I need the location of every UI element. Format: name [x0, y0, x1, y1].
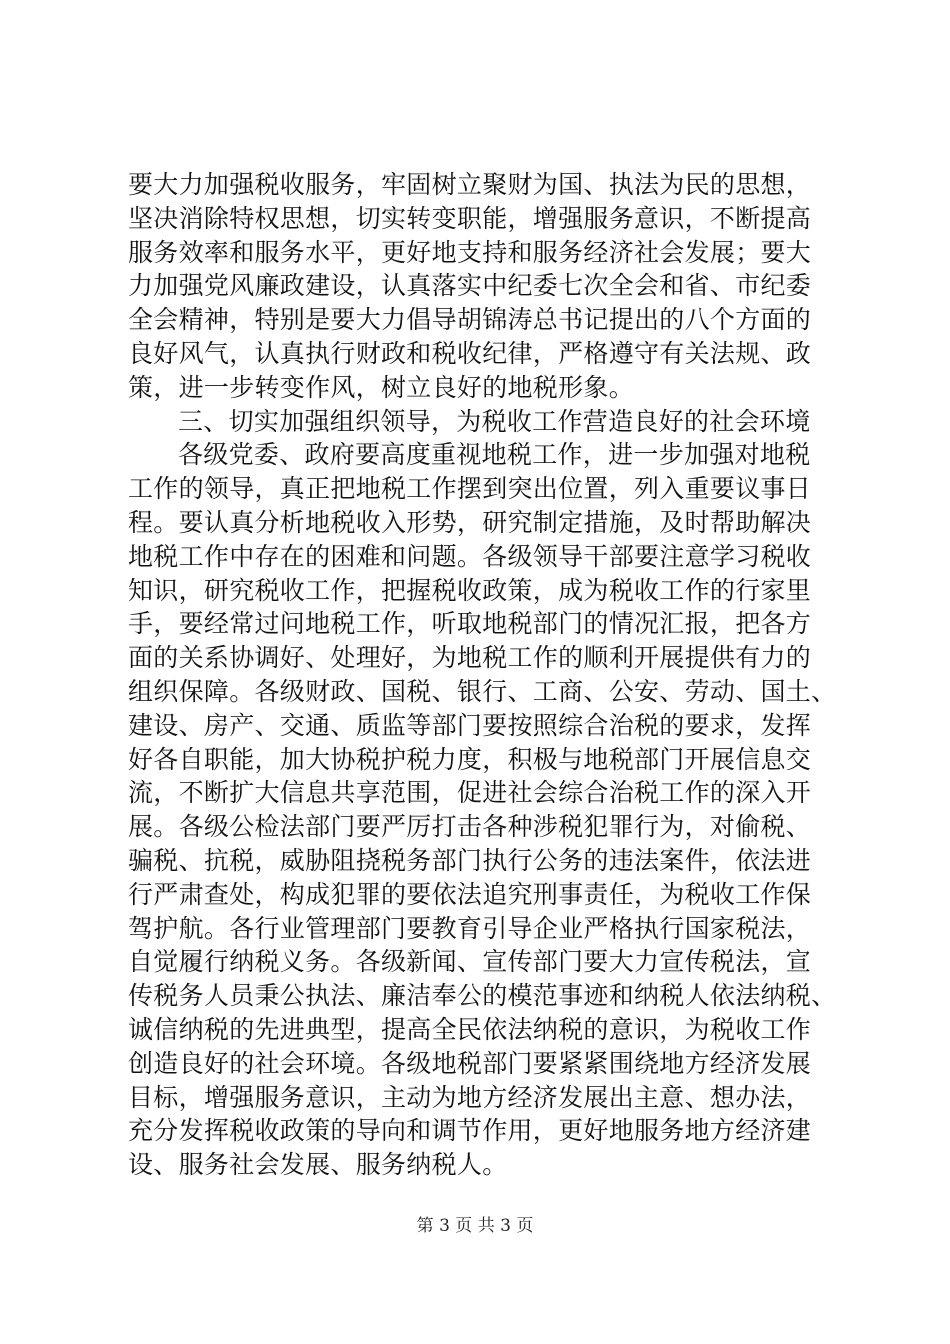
document-body	[128, 168, 837, 1182]
text-line: 面的关系协调好、处理好，为地税工作的顺利开展提供有力的	[128, 643, 812, 673]
text-line: 展。各级公检法部门要严厉打击各种涉税犯罪行为，对偷税、	[128, 812, 812, 842]
text-line: 组织保障。各级财政、国税、银行、工商、公安、劳动、国土、	[128, 676, 837, 706]
text-line: 手，要经常过问地税工作，听取地税部门的情况汇报，把各方	[128, 609, 812, 639]
text-line: 好各自职能，加大协税护税力度，积极与地税部门开展信息交	[128, 744, 812, 774]
text-line: 目标，增强服务意识，主动为地方经济发展出主意、想办法，	[128, 1082, 812, 1112]
text-line: 创造良好的社会环境。各级地税部门要紧紧围绕地方经济发展	[128, 1048, 812, 1078]
text-line: 流，不断扩大信息共享范围，促进社会综合治税工作的深入开	[128, 778, 812, 808]
text-line: 工作的领导，真正把地税工作摆到突出位置，列入重要议事日	[128, 474, 812, 504]
text-line: 骗税、抗税，威胁阻挠税务部门执行公务的违法案件，依法进	[128, 845, 812, 875]
text-line: 地税工作中存在的困难和问题。各级领导干部要注意学习税收	[128, 541, 812, 571]
text-line: 要大力加强税收服务，牢固树立聚财为国、执法为民的思想，	[128, 170, 812, 199]
text-line: 全会精神，特别是要大力倡导胡锦涛总书记提出的八个方面的	[128, 305, 812, 335]
text-line: 服务效率和服务水平，更好地支持和服务经济社会发展；要大	[128, 237, 812, 267]
text-line: 各级党委、政府要高度重视地税工作，进一步加强对地税	[178, 440, 811, 470]
text-line: 诚信纳税的先进典型，提高全民依法纳税的意识，为税收工作	[128, 1014, 812, 1044]
text-line: 坚决消除特权思想，切实转变职能，增强服务意识，不断提高	[128, 203, 812, 233]
text-line: 自觉履行纳税义务。各级新闻、宣传部门要大力宣传税法，宣	[128, 947, 812, 977]
page-footer: 第 3 页 共 3 页	[416, 1216, 534, 1236]
text-line: 知识，研究税收工作，把握税收政策，成为税收工作的行家里	[128, 575, 812, 605]
text-line: 驾护航。各行业管理部门要教育引导企业严格执行国家税法，	[128, 913, 812, 943]
text-line: 设、服务社会发展、服务纳税人。	[128, 1150, 508, 1180]
text-line: 传税务人员秉公执法、廉洁奉公的模范事迹和纳税人依法纳税、	[128, 981, 837, 1011]
section-heading: 三、切实加强组织领导，为税收工作营造良好的社会环境	[178, 406, 811, 436]
text-line: 行严肃查处，构成犯罪的要依法追究刑事责任，为税收工作保	[128, 879, 812, 909]
text-line: 程。要认真分析地税收入形势，研究制定措施，及时帮助解决	[128, 507, 812, 537]
text-line: 良好风气，认真执行财政和税收纪律，严格遵守有关法规、政	[128, 338, 812, 368]
text-line: 力加强党风廉政建设，认真落实中纪委七次全会和省、市纪委	[128, 271, 812, 301]
text-line: 策，进一步转变作风，树立良好的地税形象。	[128, 372, 635, 402]
text-line: 充分发挥税收政策的导向和调节作用，更好地服务地方经济建	[128, 1116, 812, 1146]
text-line: 建设、房产、交通、质监等部门要按照综合治税的要求，发挥	[128, 710, 812, 740]
